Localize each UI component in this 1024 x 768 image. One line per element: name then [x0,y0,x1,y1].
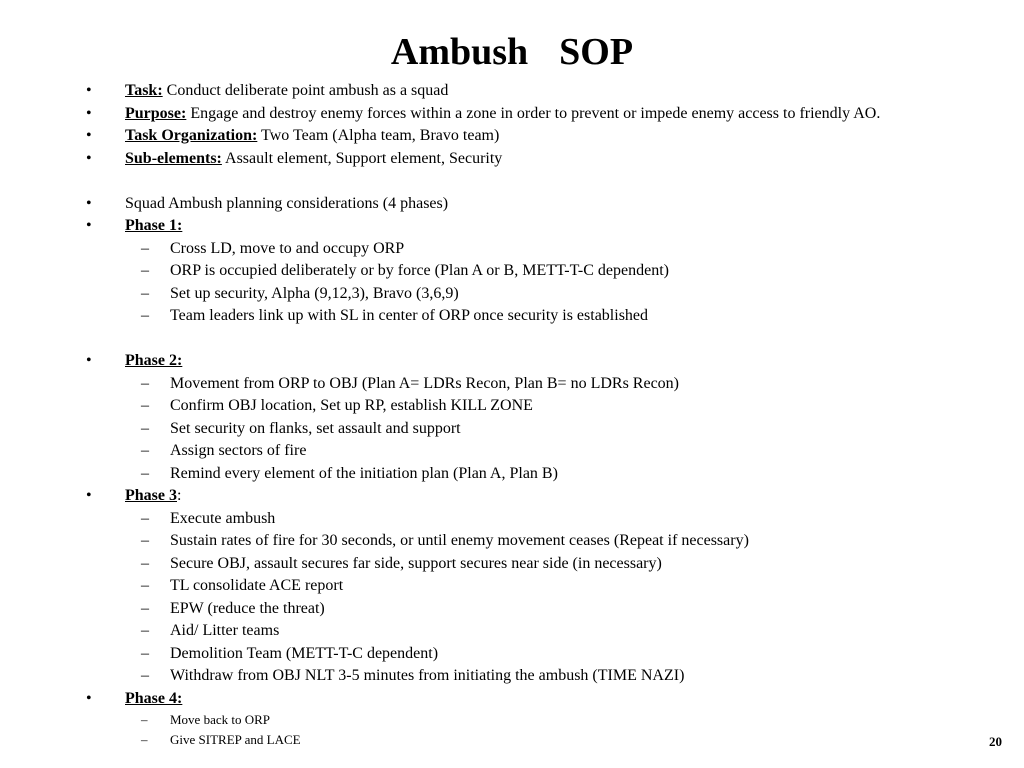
item-text [170,553,662,576]
bullet-icon: • [86,149,92,167]
item-body: Cross LD, move to and occupy ORP [170,239,405,257]
item-text [170,395,533,418]
item-text [125,193,448,216]
item-body: Set up security, Alpha (9,12,3), Bravo (3,6,9) [170,284,459,302]
sub-bullet-item [0,260,1024,283]
dash-icon: – [141,644,149,662]
item-body: Move back to ORP [170,712,271,727]
item-text [170,710,270,730]
item-text [170,238,404,261]
item-text [170,283,459,306]
item-body: Assault element, Support element, Security [221,149,503,167]
item-body: Assign sectors of fire [170,442,307,459]
item-body: Demolition Team (METT-T-C dependent) [170,644,439,662]
item-body: : [177,487,182,504]
item-text [170,575,343,598]
dash-icon: – [141,554,149,572]
bullet-icon: • [86,487,92,504]
item-text [170,418,461,441]
item-label: Task Organization: [125,127,258,144]
dash-icon: – [141,262,149,279]
sub-bullet-item [0,418,1024,441]
item-label: Sub-elements: [125,149,222,167]
dash-icon: – [141,731,148,747]
sub-bullet-item [0,575,1024,598]
item-body: Team leaders link up with SL in center of ORP once security is established [170,307,649,324]
item-text [170,508,275,531]
item-text [125,350,182,373]
dash-icon: – [141,599,149,617]
item-body: EPW (reduce the threat) [170,599,325,617]
item-body: Secure OBJ, assault secures far side, support secures near side (in necessary) [170,554,662,572]
dash-icon: – [141,419,149,437]
item-body: Remind every element of the initiation plan (Plan A, Plan B) [170,464,558,482]
page-number: 20 [989,734,1002,749]
item-body: Movement from ORP to OBJ (Plan A= LDRs Recon, Plan B= no LDRs Recon) [170,374,679,392]
bullet-icon: • [86,689,92,707]
item-label: Phase 2: [125,352,183,369]
item-body: ORP is occupied deliberately or by force (Plan A or B, METT-T-C dependent) [170,262,670,279]
sub-bullet-item [0,283,1024,306]
bullet-icon: • [86,217,92,234]
item-text [170,730,301,750]
item-body: Withdraw from OBJ NLT 3-5 minutes from initiating the ambush (TIME NAZI) [170,667,685,684]
dash-icon: – [141,374,149,392]
item-text [170,620,279,643]
sub-bullet-item [0,643,1024,666]
sub-bullet-item [0,305,1024,328]
item-body: Squad Ambush planning considerations (4 phases) [125,194,449,212]
bullet-icon: • [86,194,92,212]
dash-icon: – [141,464,149,482]
item-text [170,260,669,283]
bullet-item [0,485,1024,508]
dash-icon: – [141,397,149,414]
item-label: Task: [125,82,163,99]
item-body: Conduct deliberate point ambush as a squad [162,82,449,99]
item-body: Two Team (Alpha team, Bravo team) [257,127,500,144]
sub-bullet-item [0,463,1024,486]
bullet-item [0,125,1024,148]
bullet-item [0,103,1024,126]
sub-bullet-item [0,665,1024,688]
item-text [125,485,181,508]
sub-bullet-item [0,508,1024,531]
item-label: Phase 1: [125,217,183,234]
item-text [125,688,182,711]
item-body: Set security on flanks, set assault and support [170,419,461,437]
item-text [170,530,749,553]
bullet-item [0,350,1024,373]
spacer [0,328,1024,351]
item-text [170,463,558,486]
sub-bullet-item [0,530,1024,553]
bullet-item [0,148,1024,171]
sub-bullet-item [0,440,1024,463]
item-text [125,125,499,148]
dash-icon: – [141,667,149,684]
item-body: Sustain rates of fire for 30 seconds, or until enemy movement ceases (Repeat if necessary) [170,532,749,549]
item-body: TL consolidate ACE report [170,577,344,594]
sub-bullet-item [0,730,1024,750]
sub-bullet-item [0,710,1024,730]
sub-bullet-item [0,553,1024,576]
item-body: Confirm OBJ location, Set up RP, establish KILL ZONE [170,397,533,414]
item-label: Phase 3 [125,487,177,504]
item-body: Execute ambush [170,509,276,527]
item-text [170,440,306,463]
sub-bullet-item [0,620,1024,643]
bullet-item [0,80,1024,103]
item-text [125,80,448,103]
item-label: Purpose: [125,104,187,122]
item-body: Engage and destroy enemy forces within a zone in order to prevent or impede enemy access to friendly AO. [186,104,881,122]
bullet-icon: • [86,104,92,122]
sub-bullet-item [0,395,1024,418]
bullet-list [0,80,1024,749]
item-text [125,148,502,171]
bullet-icon: • [86,352,92,369]
item-text [170,643,438,666]
dash-icon: – [141,622,149,639]
bullet-icon: • [86,127,92,144]
dash-icon: – [141,284,149,302]
item-text [170,598,325,621]
sub-bullet-item [0,238,1024,261]
item-label: Phase 4: [125,689,183,707]
bullet-item [0,688,1024,711]
sub-bullet-item [0,598,1024,621]
bullet-item [0,193,1024,216]
item-body: Give SITREP and LACE [170,731,301,747]
bullet-icon: • [86,82,92,99]
item-body: Aid/ Litter teams [170,622,280,639]
item-text [170,373,679,396]
bullet-item [0,215,1024,238]
dash-icon: – [141,712,148,727]
sub-bullet-item [0,373,1024,396]
slide-title: Ambush SOP [390,31,634,73]
item-text [170,305,648,328]
dash-icon: – [141,577,149,594]
item-text [125,215,182,238]
dash-icon: – [141,532,149,549]
dash-icon: – [141,442,149,459]
item-text [125,103,880,126]
item-text [170,665,684,688]
dash-icon: – [141,307,149,324]
spacer [0,170,1024,193]
dash-icon: – [141,509,149,527]
dash-icon: – [141,239,149,257]
